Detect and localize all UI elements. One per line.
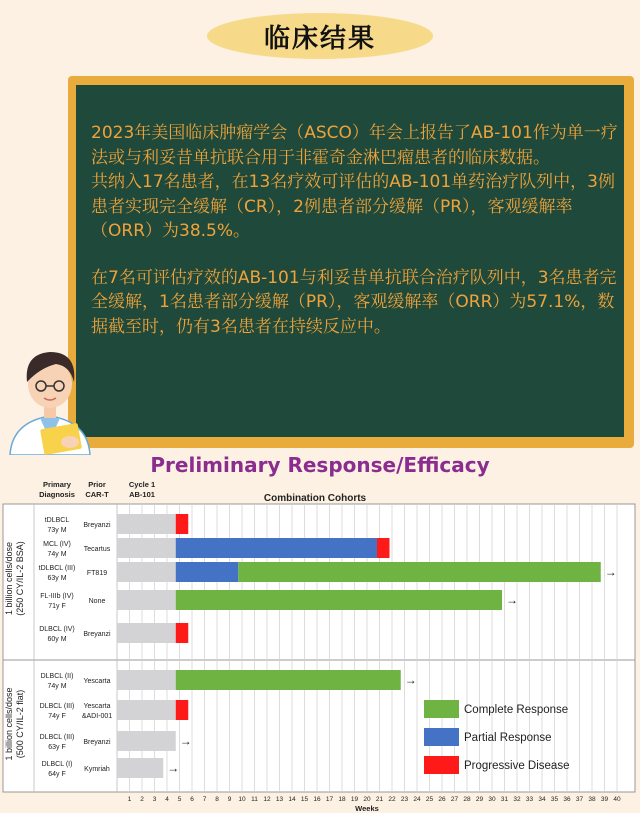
x-tick-label: 22 bbox=[388, 796, 396, 803]
column-header: Prior bbox=[88, 480, 106, 489]
ongoing-arrow-icon: → bbox=[167, 761, 180, 775]
diagnosis-label: DLBCL (III) bbox=[39, 734, 75, 741]
legend-swatch bbox=[424, 756, 459, 774]
diagnosis-label: tDLBCL (III) bbox=[38, 565, 76, 572]
cycle-bar bbox=[117, 731, 176, 751]
column-header: Diagnosis bbox=[39, 490, 75, 499]
legend-label: Partial Response bbox=[464, 732, 552, 744]
x-tick-label: 21 bbox=[375, 796, 384, 803]
x-tick-label: 11 bbox=[251, 796, 258, 803]
x-tick-label: 39 bbox=[600, 796, 609, 803]
diagnosis-label: DLBCL (III) bbox=[39, 703, 75, 710]
x-tick-label: 40 bbox=[613, 796, 621, 803]
prior-cart-label: Breyanzi bbox=[83, 739, 111, 746]
x-tick-label: 34 bbox=[538, 796, 546, 803]
x-tick-label: 1 bbox=[127, 796, 132, 803]
x-tick-label: 23 bbox=[400, 796, 409, 803]
x-tick-label: 8 bbox=[215, 796, 219, 803]
x-tick-label: 6 bbox=[190, 796, 194, 803]
x-tick-label: 19 bbox=[350, 796, 359, 803]
x-tick-label: 16 bbox=[313, 796, 321, 803]
response-bar-progressive-disease bbox=[176, 700, 189, 720]
chalkboard bbox=[76, 85, 624, 437]
x-tick-label: 4 bbox=[165, 796, 169, 803]
cycle-bar bbox=[117, 538, 176, 558]
prior-cart-label: Yescarta bbox=[83, 678, 111, 685]
ongoing-arrow-icon: → bbox=[179, 734, 192, 748]
response-bar-partial-response bbox=[176, 538, 377, 558]
legend-label: Progressive Disease bbox=[464, 760, 570, 772]
diagnosis-label: DLBCL (II) bbox=[40, 673, 74, 680]
x-tick-label: 30 bbox=[488, 796, 496, 803]
diagnosis-label: DLBCL (I) bbox=[41, 761, 73, 768]
board-paragraph-2: 共纳入17名患者，在13名疗效可评估的AB-101单药治疗队列中，3例患者实现完全缓解（CR），2例患者部分缓解（PR），客观缓解率（ORR）为38.5%。 bbox=[91, 172, 615, 241]
x-tick-label: 10 bbox=[238, 796, 246, 803]
x-tick-label: 9 bbox=[227, 796, 232, 803]
cycle-bar bbox=[117, 514, 176, 534]
diagnosis-label: MCL (IV) bbox=[43, 541, 71, 548]
x-tick-label: 15 bbox=[300, 796, 309, 803]
group-label: 1 billion cells/dose bbox=[4, 687, 14, 761]
diagnosis-label: 63y F bbox=[48, 744, 66, 751]
diagnosis-label: 74y M bbox=[47, 683, 67, 690]
x-tick-label: 25 bbox=[425, 796, 434, 803]
diagnosis-label: 60y M bbox=[47, 636, 67, 643]
x-tick-label: 38 bbox=[588, 796, 596, 803]
doctor-illustration bbox=[0, 330, 100, 455]
legend-swatch bbox=[424, 728, 459, 746]
prior-cart-label: Breyanzi bbox=[83, 631, 111, 638]
diagnosis-label: 64y F bbox=[48, 771, 66, 778]
prior-cart-label: FT819 bbox=[86, 570, 108, 577]
ongoing-arrow-icon: → bbox=[604, 565, 617, 579]
diagnosis-label: FL-IIIb (IV) bbox=[40, 593, 74, 600]
x-tick-label: 3 bbox=[152, 796, 157, 803]
cycle-bar bbox=[117, 562, 176, 582]
response-bar-progressive-disease bbox=[377, 538, 390, 558]
x-tick-label: 27 bbox=[450, 796, 459, 803]
x-tick-label: 2 bbox=[140, 796, 144, 803]
x-tick-label: 29 bbox=[475, 796, 484, 803]
legend-swatch bbox=[424, 700, 459, 718]
x-tick-label: 35 bbox=[550, 796, 559, 803]
prior-cart-label: Yescarta bbox=[83, 703, 111, 710]
group-label: (250 CY/IL-2 BSA) bbox=[15, 541, 25, 616]
response-bar-progressive-disease bbox=[176, 623, 189, 643]
x-tick-label: 20 bbox=[363, 796, 371, 803]
column-header: AB-101 bbox=[129, 490, 155, 499]
diagnosis-label: 71y F bbox=[48, 603, 66, 610]
response-bar-progressive-disease bbox=[176, 514, 189, 534]
x-tick-label: 36 bbox=[563, 796, 571, 803]
page-title: 临床结果 bbox=[263, 23, 376, 54]
x-tick-label: 12 bbox=[263, 796, 271, 803]
response-bar-complete-response bbox=[176, 590, 502, 610]
response-bar-complete-response bbox=[238, 562, 601, 582]
column-header: Cycle 1 bbox=[128, 480, 156, 489]
x-tick-label: 26 bbox=[438, 796, 446, 803]
group-label: (500 CY/IL-2 flat) bbox=[15, 689, 25, 759]
cycle-bar bbox=[117, 623, 176, 643]
chalkboard-frame bbox=[68, 76, 634, 448]
prior-cart-label: &ADI-001 bbox=[81, 713, 113, 720]
prior-cart-label: Breyanzi bbox=[83, 522, 111, 529]
x-tick-label: 5 bbox=[177, 796, 182, 803]
x-tick-label: 28 bbox=[463, 796, 471, 803]
diagnosis-label: 63y M bbox=[47, 575, 67, 582]
diagnosis-label: 74y F bbox=[48, 713, 66, 720]
cycle-bar bbox=[117, 700, 176, 720]
page-title-badge bbox=[207, 13, 433, 59]
column-header: Primary bbox=[43, 480, 71, 489]
x-tick-label: 13 bbox=[275, 796, 284, 803]
x-tick-label: 37 bbox=[575, 796, 584, 803]
chart-title: Preliminary Response/Efficacy bbox=[150, 453, 490, 477]
x-tick-label: 14 bbox=[288, 796, 296, 803]
legend-label: Complete Response bbox=[464, 704, 569, 716]
x-axis-label: Weeks bbox=[355, 804, 379, 813]
chart-subtitle: Combination Cohorts bbox=[263, 493, 367, 504]
response-bar-partial-response bbox=[176, 562, 239, 582]
x-tick-label: 31 bbox=[500, 796, 509, 803]
x-tick-label: 24 bbox=[413, 796, 421, 803]
ongoing-arrow-icon: → bbox=[506, 593, 518, 607]
x-tick-label: 18 bbox=[338, 796, 346, 803]
response-bar-complete-response bbox=[176, 670, 401, 690]
chalkboard-text bbox=[91, 121, 621, 339]
response-chart bbox=[0, 474, 640, 813]
diagnosis-label: 74y M bbox=[47, 551, 67, 558]
x-tick-label: 17 bbox=[325, 796, 334, 803]
board-paragraph-3: 在7名可评估疗效的AB-101与利妥昔单抗联合治疗队列中，3名患者完全缓解，1名患者部分缓解（PR），客观缓解率（ORR）为57.1%，数据截至时，仍有3名患者在持续反应中。 bbox=[91, 267, 617, 337]
x-tick-label: 7 bbox=[202, 796, 207, 803]
board-paragraph-1: 2023年美国临床肿瘤学会（ASCO）年会上报告了AB-101作为单一疗法或与利妥昔单抗联合用于非霍奇金淋巴瘤患者的临床数据。 bbox=[91, 123, 618, 168]
diagnosis-label: DLBCL (IV) bbox=[39, 626, 75, 633]
group-label: 1 billion cells/dose bbox=[4, 541, 14, 616]
cycle-bar bbox=[117, 758, 163, 778]
diagnosis-label: 73y M bbox=[47, 527, 67, 534]
ongoing-arrow-icon: → bbox=[404, 673, 417, 687]
x-tick-label: 33 bbox=[525, 796, 534, 803]
x-tick-label: 32 bbox=[513, 796, 521, 803]
column-header: CAR-T bbox=[85, 490, 109, 499]
cycle-bar bbox=[117, 670, 176, 690]
prior-cart-label: Kymriah bbox=[84, 766, 110, 773]
prior-cart-label: None bbox=[88, 598, 106, 605]
diagnosis-label: tDLBCL bbox=[44, 517, 70, 524]
prior-cart-label: Tecartus bbox=[83, 546, 111, 553]
cycle-bar bbox=[117, 590, 176, 610]
